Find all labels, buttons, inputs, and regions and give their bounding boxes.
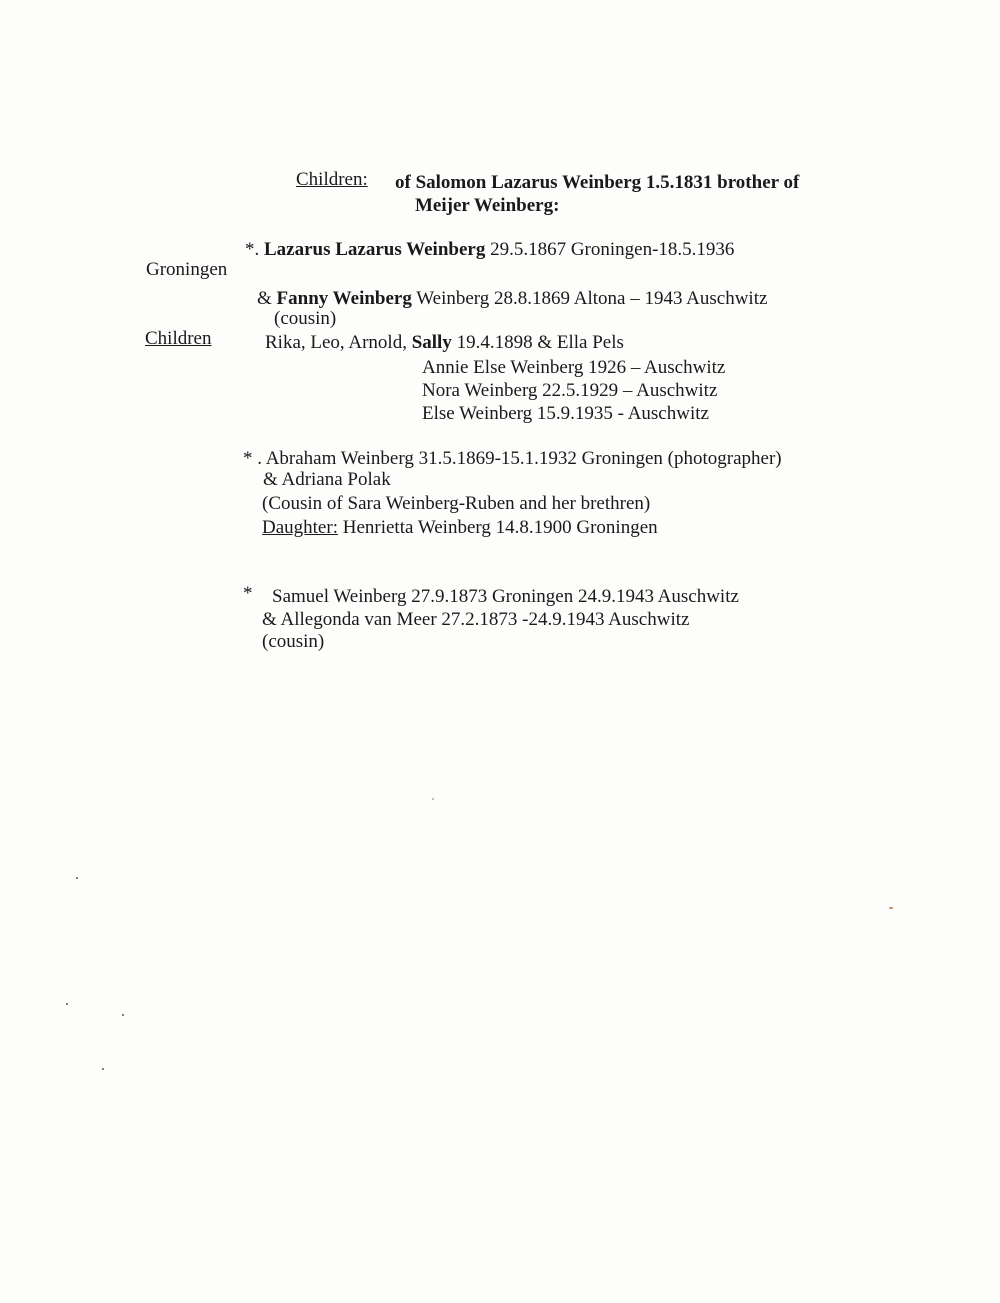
- entry1-children-line: [265, 333, 624, 352]
- entry3-line-3: (cousin): [262, 631, 325, 652]
- children-heading: Children:: [296, 169, 368, 190]
- scan-speck: [102, 1068, 104, 1070]
- entry2-line-2: & Adriana Polak: [263, 469, 391, 490]
- entry1-name: Lazarus Lazarus Weinberg: [264, 239, 486, 260]
- grandchild-3: Else Weinberg 15.9.1935 - Auschwitz: [422, 403, 709, 424]
- header-title-line-1: of Salomon Lazarus Weinberg 1.5.1831 brother of: [395, 172, 800, 193]
- scan-speck: [66, 1003, 68, 1005]
- grandchild-1: Annie Else Weinberg 1926 – Auschwitz: [422, 357, 726, 378]
- entry2-daughter-rest: Henrietta Weinberg 14.8.1900 Groningen: [337, 517, 658, 538]
- header-title-line-2: Meijer Weinberg:: [415, 195, 560, 216]
- entry3-line-1: Samuel Weinberg 27.9.1873 Groningen 24.9.1943 Auschwitz: [272, 586, 739, 607]
- entry1-dates: 29.5.1867 Groningen-18.5.1936: [485, 239, 735, 260]
- entry1-children-rest: 19.4.1898 & Ella Pels: [451, 332, 624, 353]
- entry2-daughter-label: Daughter:: [262, 517, 338, 538]
- entry2-line-1: * . Abraham Weinberg 31.5.1869-15.1.1932 Groningen (photographer): [243, 448, 782, 469]
- scan-speck: [122, 1014, 124, 1016]
- entry1-spouse-prefix: &: [257, 288, 277, 309]
- grandchild-2: Nora Weinberg 22.5.1929 – Auschwitz: [422, 380, 718, 401]
- entry1-marker: *.: [245, 239, 264, 260]
- entry1-spouse-note: (cousin): [274, 308, 337, 329]
- scan-speck: [432, 798, 434, 800]
- entry1-children-bold: Sally: [411, 332, 452, 353]
- entry2-daughter-line: [262, 518, 658, 537]
- entry3-marker: *: [243, 583, 253, 604]
- entry2-line-3: (Cousin of Sara Weinberg-Ruben and her brethren): [262, 493, 651, 514]
- scan-speck: [76, 877, 78, 879]
- header-row-1: [296, 170, 368, 189]
- entry1-place: Groningen: [146, 259, 228, 280]
- entry1-spouse-line: [257, 289, 767, 308]
- entry1-spouse-name: Fanny Weinberg: [276, 288, 412, 309]
- entry1-children-prefix: Rika, Leo, Arnold,: [265, 332, 412, 353]
- entry3-line-2: & Allegonda van Meer 27.2.1873 -24.9.1943 Auschwitz: [262, 609, 690, 630]
- entry1-spouse-rest: Weinberg 28.8.1869 Altona – 1943 Auschwitz: [411, 288, 768, 309]
- scan-speck: [889, 907, 893, 909]
- entry1-children-label: Children: [145, 328, 212, 349]
- entry1-line: [245, 240, 734, 259]
